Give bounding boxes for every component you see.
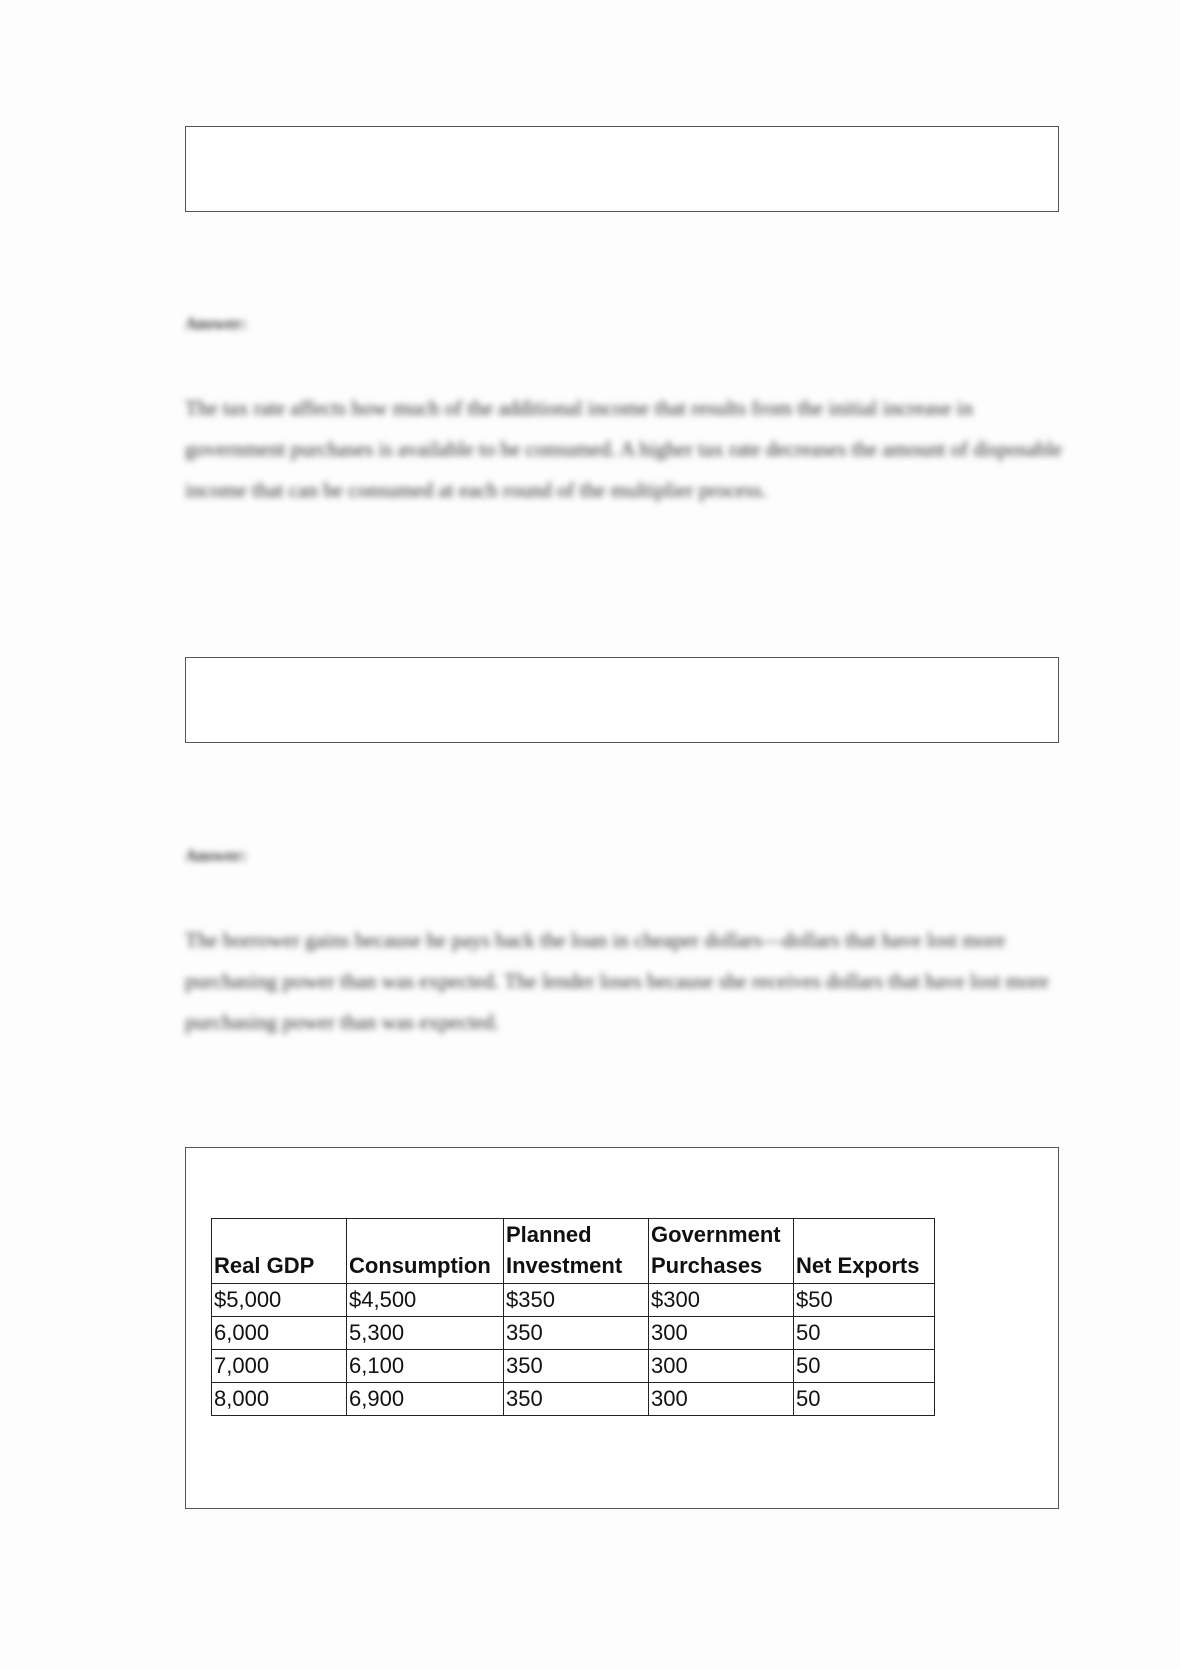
answer-label-1: Answer:: [185, 314, 247, 333]
table-cell: 50: [794, 1350, 935, 1383]
table-header-row: [212, 1219, 935, 1284]
table-row: [212, 1383, 935, 1416]
table-cell: 300: [649, 1383, 794, 1416]
table-cell: 50: [794, 1383, 935, 1416]
table-cell: 300: [649, 1317, 794, 1350]
table-cell: $350: [504, 1284, 649, 1317]
table-cell: 350: [504, 1350, 649, 1383]
table-cell: 350: [504, 1383, 649, 1416]
table-row: [212, 1317, 935, 1350]
table-cell: 6,000: [212, 1317, 347, 1350]
header-net-exports: Net Exports: [794, 1219, 935, 1284]
header-government-purchases: Government Purchases: [649, 1219, 794, 1284]
gdp-components-table: [211, 1218, 935, 1416]
table-cell: $5,000: [212, 1284, 347, 1317]
table-cell: 5,300: [347, 1317, 504, 1350]
answer-label-2: Answer:: [185, 846, 247, 865]
table-cell: 7,000: [212, 1350, 347, 1383]
table-cell: 300: [649, 1350, 794, 1383]
question-box-1: [185, 126, 1059, 212]
header-consumption: Consumption: [347, 1219, 504, 1284]
table-cell: $4,500: [347, 1284, 504, 1317]
table-row: [212, 1350, 935, 1383]
table-cell: 350: [504, 1317, 649, 1350]
answer-text-1: The tax rate affects how much of the additional income that results from the initial increase in government purchases is available to be consumed. A higher tax rate decreases the amount of disposable income that can be consumed at each round of the multiplier process.: [185, 396, 1063, 502]
header-real-gdp: Real GDP: [212, 1219, 347, 1284]
header-planned-investment: Planned Investment: [504, 1219, 649, 1284]
question-box-2: [185, 657, 1059, 743]
answer-text-2: The borrower gains because he pays back the loan in cheaper dollars—dollars that have lost more purchasing power than was expected. The lender loses because she receives dollars that have lost more purchasing power than was expected.: [185, 928, 1049, 1034]
table-cell: 8,000: [212, 1383, 347, 1416]
table-cell: 50: [794, 1317, 935, 1350]
table-cell: 6,100: [347, 1350, 504, 1383]
table-cell: $300: [649, 1284, 794, 1317]
table-row: [212, 1284, 935, 1317]
table-cell: 6,900: [347, 1383, 504, 1416]
table-cell: $50: [794, 1284, 935, 1317]
